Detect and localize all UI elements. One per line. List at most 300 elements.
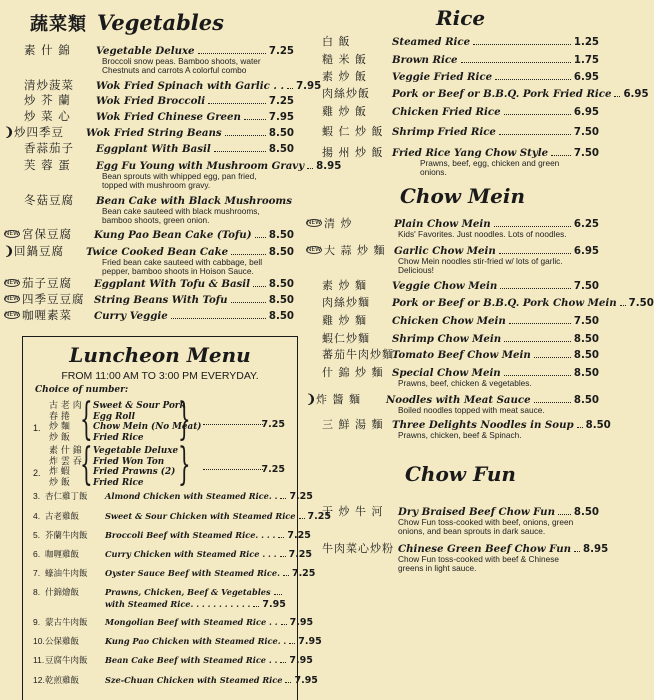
item-name-cn: 干 炒 牛 河 — [322, 505, 384, 518]
menu-item-line — [306, 215, 599, 230]
menu-item — [4, 291, 294, 306]
menu-item — [4, 226, 294, 241]
menu-item — [306, 242, 599, 275]
item-name-en: Brown Rice — [392, 54, 458, 66]
combo-cn-line: 古 老 肉 — [49, 401, 82, 411]
combo-cn-line: 炒 飯 — [49, 432, 70, 443]
leader-dots — [494, 217, 571, 227]
new-badge: NEW — [4, 295, 20, 302]
combo-en-line: Fried Prawns (2) — [93, 467, 176, 477]
leader-dots — [231, 293, 266, 303]
brace-right: } — [178, 394, 191, 445]
menu-item — [322, 68, 599, 83]
item-price: 8.50 — [268, 128, 294, 139]
leader-dots — [473, 35, 571, 45]
item-name-en: Sze-Chuan Chicken with Steamed Rice — [105, 675, 283, 685]
item-name-en: Vegetable Deluxe — [96, 45, 195, 57]
menu-item-line — [322, 68, 599, 83]
item-number: 8. — [33, 587, 41, 597]
leader-dots — [504, 332, 571, 342]
leader-dots — [577, 418, 583, 428]
combo-cn-line: 春 捲 — [49, 411, 70, 422]
menu-item-line — [322, 103, 599, 118]
item-name-cn: 揚 州 炒 飯 — [322, 146, 384, 159]
menu-item — [322, 51, 599, 66]
menu-item-line — [306, 346, 599, 361]
chow-mein-heading: Chow Mein — [400, 184, 525, 208]
leader-dots — [614, 87, 620, 97]
luncheon-title: Luncheon Menu — [69, 343, 251, 367]
brace-right: } — [178, 439, 191, 490]
item-name-cn: 茄子豆腐 — [22, 276, 72, 290]
menu-item-line — [306, 330, 599, 345]
item-name-en: String Beans With Tofu — [94, 294, 228, 306]
item-name-cn: 豆腐牛肉飯 — [45, 656, 88, 666]
item-number: 12. — [33, 675, 45, 685]
leader-dots — [198, 44, 266, 54]
luncheon-item-line2 — [33, 597, 285, 610]
item-name-en: Mongolian Beef with Steamed Rice . . — [105, 617, 278, 627]
leader-dots — [280, 547, 286, 557]
item-description: Prawns, beef, chicken & vegetables. — [398, 378, 532, 388]
item-name-en: Tomato Beef Chow Mein — [392, 349, 531, 361]
item-price: 8.50 — [268, 295, 294, 306]
item-name-en: Noodles with Meat Sauce — [386, 394, 531, 406]
leader-dots — [253, 597, 259, 607]
combo-number: 1. — [33, 423, 41, 433]
brace-left: { — [80, 394, 93, 445]
item-name-cn: 素 什 錦 — [24, 43, 71, 57]
leader-dots — [620, 296, 626, 306]
menu-item — [306, 391, 599, 415]
menu-item — [306, 330, 599, 345]
item-name-en: Egg Fu Young with Mushroom Gravy — [96, 160, 305, 172]
menu-item — [306, 416, 611, 440]
leader-dots — [500, 279, 571, 289]
leader-dots — [299, 509, 305, 519]
item-description: Bean cake sauteed with black mushrooms, bamboo shoots, green onion. — [102, 206, 260, 225]
luncheon-menu-box — [22, 336, 331, 700]
item-name-cn: 炒 芥 蘭 — [24, 93, 71, 107]
item-price: 7.50 — [628, 298, 654, 309]
item-price: 8.50 — [585, 420, 611, 431]
item-price: 8.50 — [573, 334, 599, 345]
combo-en-line: Fried Rice — [93, 477, 144, 488]
menu-item-line — [306, 277, 599, 292]
item-name-en: Pork or Beef or B.B.Q. Pork Chow Mein — [392, 297, 617, 309]
combo-cn-line: 炸 蝦 — [49, 467, 70, 477]
combo-en-list — [93, 446, 178, 488]
item-price: 7.50 — [573, 127, 599, 138]
item-price: 8.50 — [573, 350, 599, 361]
leader-dots — [534, 348, 571, 358]
item-name-cn: 雞 炒 飯 — [322, 105, 367, 118]
item-description: Prawns, chicken, beef & Spinach. — [398, 430, 522, 440]
item-price: 7.25 — [268, 46, 294, 57]
item-number: 6. — [33, 549, 41, 559]
item-price: 7.50 — [573, 148, 599, 159]
menu-item — [322, 540, 609, 573]
combo-cn-line: 炒 麵 — [49, 422, 70, 432]
luncheon-item — [33, 673, 318, 686]
item-name-en: Veggie Chow Mein — [392, 280, 498, 292]
new-badge: NEW — [4, 311, 20, 318]
combo-en-line: Vegetable Deluxe — [93, 446, 179, 456]
item-name-cn: 雞 炒 麵 — [322, 314, 367, 327]
item-description: Bean sprouts with whipped egg, pan fried, topped with mushroom gravy. — [102, 171, 257, 190]
item-price: 7.95 — [262, 599, 286, 610]
item-name-en: Veggie Fried Rice — [392, 71, 493, 83]
menu-item-line — [4, 157, 342, 172]
menu-item — [306, 312, 599, 327]
combo-cn-line: 素 什 錦 — [49, 446, 82, 456]
item-number: 3. — [33, 491, 41, 501]
menu-item — [4, 192, 294, 225]
item-price: 7.95 — [298, 636, 322, 647]
item-name-en: Wok Fried Spinach with Garlic . . — [96, 80, 285, 92]
luncheon-item — [33, 509, 331, 522]
menu-item — [4, 124, 294, 139]
leader-dots — [280, 489, 286, 499]
item-price: 7.95 — [296, 81, 322, 92]
item-name-en: Curry Veggie — [94, 310, 168, 322]
leader-dots — [504, 105, 571, 115]
combo-en-line: Sweet & Sour Pork — [93, 401, 186, 411]
item-number: 4. — [33, 511, 41, 521]
item-price: 8.50 — [573, 368, 599, 379]
item-name-en: Plain Chow Mein — [394, 218, 491, 230]
luncheon-item — [33, 634, 322, 647]
leader-dots — [499, 125, 571, 135]
item-name-cn: 冬菇豆腐 — [24, 193, 74, 207]
item-name-en: Steamed Rice — [392, 36, 471, 48]
item-name-en: Chinese Green Beef Chow Fun — [398, 543, 572, 555]
menu-item-line — [322, 85, 649, 100]
item-name-en: Shrimp Chow Mein — [392, 333, 502, 345]
menu-item — [306, 277, 599, 292]
menu-item — [306, 364, 599, 388]
leader-dots — [285, 673, 291, 683]
item-description: Prawns, beef, egg, chicken and green onions. — [420, 158, 560, 177]
item-name-en: Chicken Chow Mein — [392, 315, 506, 327]
leader-dots — [509, 314, 571, 324]
item-name-cn: 白 飯 — [322, 35, 351, 48]
menu-item-line — [306, 391, 599, 406]
item-name-cn: 古老雞飯 — [45, 512, 80, 522]
combo-price: 7.25 — [261, 464, 285, 475]
item-price: 8.50 — [268, 311, 294, 322]
item-name-en: Oyster Sauce Beef with Steamed Rice. — [105, 568, 280, 578]
luncheon-item — [33, 653, 313, 666]
combo-en-line: Fried Won Ton — [93, 456, 165, 467]
item-price: 1.75 — [573, 55, 599, 66]
item-name-cn: 蠔油牛肉飯 — [45, 569, 88, 579]
leader-dots — [281, 615, 287, 625]
menu-item — [322, 123, 599, 138]
item-price: 8.95 — [316, 161, 342, 172]
item-name-en: Twice Cooked Bean Cake — [86, 246, 229, 258]
leader-dots — [244, 110, 266, 120]
item-name-en: Almond Chicken with Steamed Rice. . — [105, 491, 278, 501]
item-price: 8.50 — [268, 230, 294, 241]
menu-item-line — [4, 275, 294, 290]
item-name-cn: 宮保豆腐 — [22, 227, 72, 241]
menu-item-line — [322, 540, 609, 555]
combo-cn-line: 炒 飯 — [49, 477, 70, 488]
item-description: Chow Fun toss-cooked with beef, onions, green onions, and bean sprouts in dark sauce. — [398, 517, 574, 536]
leader-dots — [274, 585, 282, 595]
menu-item — [4, 157, 342, 190]
menu-item — [306, 294, 654, 309]
luncheon-item — [33, 489, 313, 502]
item-number: 10. — [33, 636, 45, 646]
item-name-cn: 大 蒜 炒 麵 — [324, 244, 386, 257]
item-name-cn: 蕃茄牛肉炒麵 — [322, 348, 394, 361]
item-name-cn: 肉絲炒飯 — [322, 87, 370, 100]
item-name-en: Eggplant With Basil — [96, 143, 211, 155]
menu-item-line — [4, 140, 294, 155]
item-description: Chow Mein noodles stir-fried w/ lots of garlic. Delicious! — [398, 256, 563, 275]
item-name-cn: 素 炒 飯 — [322, 70, 367, 83]
menu-item-line — [4, 92, 294, 107]
item-name-cn: 素 炒 麵 — [322, 279, 367, 292]
item-price: 7.95 — [289, 655, 313, 666]
new-badge: NEW — [306, 219, 322, 226]
item-price: 8.50 — [268, 144, 294, 155]
item-name-cn: 芙 蓉 蛋 — [24, 158, 71, 172]
item-name-en: Bean Cake Beef with Steamed Rice . . — [105, 655, 278, 665]
menu-item — [4, 140, 294, 155]
leader-dots — [574, 542, 580, 552]
item-name-en: Garlic Chow Mein — [394, 245, 496, 257]
menu-item-line — [4, 124, 294, 139]
item-description: Boiled noodles topped with meat sauce. — [398, 405, 545, 415]
menu-item-line — [4, 192, 294, 207]
leader-dots — [534, 393, 571, 403]
item-description: Fried bean cake sauteed with cabbage, bell pepper, bamboo shoots in Hoison Sauce. — [102, 257, 263, 276]
item-price: 8.50 — [268, 247, 294, 258]
vegetables-heading — [30, 10, 224, 36]
combo-price: 7.25 — [261, 419, 285, 430]
item-price: 7.25 — [287, 530, 311, 541]
leader-dots — [231, 245, 266, 255]
leader-dots — [307, 159, 313, 169]
item-name-cn: 牛肉菜心炒粉 — [322, 542, 394, 555]
combo-en-line: Chow Mein (No Meat) — [93, 422, 202, 432]
item-name-cn: 清炒菠菜 — [24, 78, 74, 92]
item-name-cn: 蝦仁炒麵 — [322, 332, 370, 345]
leader-dots — [203, 424, 265, 425]
menu-item-line — [322, 144, 599, 159]
luncheon-item — [33, 528, 311, 541]
item-price: 8.50 — [573, 395, 599, 406]
item-price: 8.50 — [268, 279, 294, 290]
menu-item — [322, 103, 599, 118]
item-price: 7.50 — [573, 281, 599, 292]
item-price: 6.95 — [573, 72, 599, 83]
menu-item-line — [4, 307, 294, 322]
item-name-en: Curry Chicken with Steamed Rice . . . — [105, 549, 277, 559]
new-badge: NEW — [4, 279, 20, 286]
item-price: 7.25 — [288, 549, 313, 560]
menu-item — [322, 85, 649, 100]
leader-dots — [499, 244, 571, 254]
item-name-en: Three Delights Noodles in Soup — [392, 419, 574, 431]
menu-item-line — [306, 416, 611, 431]
item-price: 8.95 — [583, 544, 609, 555]
item-name-en: Broccoli Beef with Steamed Rice. . . . — [105, 530, 276, 540]
leader-dots — [255, 228, 266, 238]
spicy-icon: ❩ — [306, 392, 317, 406]
item-name-cn: 糙 米 飯 — [322, 53, 367, 66]
leader-dots — [283, 566, 289, 576]
new-badge: NEW — [306, 246, 322, 253]
rice-heading: Rice — [436, 6, 486, 30]
item-name-en: Bean Cake with Black Mushrooms — [96, 195, 292, 207]
item-name-cn: 肉絲炒麵 — [322, 296, 370, 309]
item-price: 7.25 — [307, 511, 331, 522]
menu-item-line — [322, 51, 599, 66]
item-name-en: Wok Fried String Beans — [86, 127, 222, 139]
item-name-en: Kung Pao Bean Cake (Tofu) — [94, 229, 252, 241]
item-number: 11. — [33, 655, 45, 665]
leader-dots — [214, 142, 266, 152]
leader-dots — [504, 366, 571, 376]
menu-item — [4, 275, 294, 290]
item-name-cn: 三 鮮 湯 麵 — [322, 418, 384, 431]
menu-item-line — [322, 123, 599, 138]
leader-dots — [278, 528, 284, 538]
item-name-cn: 芥蘭牛肉飯 — [45, 531, 88, 541]
item-name-cn: 乾煎雞飯 — [45, 676, 80, 686]
item-price: 1.25 — [573, 37, 599, 48]
item-name-en: Wok Fried Chinese Green — [96, 111, 241, 123]
menu-item-line — [322, 33, 599, 48]
combo-cn-list — [49, 401, 82, 443]
leader-dots — [495, 70, 571, 80]
item-name-en: Sweet & Sour Chicken with Steamed Rice — [105, 511, 296, 521]
item-name-en: Dry Braised Beef Chow Fun — [398, 506, 556, 518]
item-number: 7. — [33, 568, 41, 578]
luncheon-choice-label: Choice of number: — [35, 385, 129, 395]
menu-item — [4, 307, 294, 322]
item-name-cn: 炒 菜 心 — [24, 109, 71, 123]
menu-item — [4, 92, 294, 107]
menu-item-line — [4, 42, 294, 57]
menu-item — [4, 77, 322, 92]
item-description: Chow Fun toss-cooked with beef & Chinese greens in light sauce. — [398, 554, 559, 573]
item-name-cn: 清 炒 — [324, 217, 353, 230]
item-description: Kids' Favorites. Just noodles. Lots of noodles. — [398, 229, 567, 239]
item-name-cn: 杏仁雞丁飯 — [45, 492, 88, 502]
menu-item-line — [4, 243, 294, 258]
menu-item — [322, 33, 599, 48]
menu-item-line — [4, 291, 294, 306]
item-name-cn: 公保雞飯 — [45, 637, 80, 647]
vegetables-heading-cn: 蔬菜類 — [30, 14, 87, 35]
leader-dots — [253, 277, 266, 287]
item-name-cn: 什錦燴飯 — [45, 588, 80, 598]
combo-cn-line: 炸 雲 吞 — [49, 456, 82, 467]
luncheon-item — [33, 615, 314, 628]
leader-dots — [171, 309, 266, 319]
combo-en-line: Fried Rice — [93, 432, 144, 443]
leader-dots — [203, 469, 265, 470]
item-name-cn: 蒙古牛肉飯 — [45, 618, 88, 628]
menu-item — [4, 42, 294, 75]
menu-item — [322, 503, 599, 536]
chow-fun-heading: Chow Fun — [405, 462, 516, 486]
menu-item — [322, 144, 599, 177]
item-name-en: Prawns, Chicken, Beef & Vegetables — [105, 587, 271, 597]
leader-dots — [225, 126, 266, 136]
combo-en-line: Egg Roll — [93, 411, 135, 422]
item-price: 7.50 — [573, 316, 599, 327]
menu-item-line — [306, 242, 599, 257]
item-name-en: Fried Rice Yang Chow Style — [392, 147, 549, 159]
menu-item — [4, 108, 294, 123]
item-name-cn: 咖喱素菜 — [22, 308, 72, 322]
item-name-cn: 蝦 仁 炒 飯 — [322, 125, 384, 138]
item-name-en: Eggplant With Tofu & Basil — [94, 278, 251, 290]
leader-dots — [551, 146, 571, 156]
item-name-en: Chicken Fried Rice — [392, 106, 501, 118]
item-price: 6.25 — [573, 219, 599, 230]
leader-dots — [287, 79, 293, 89]
item-name-cn: 回鍋豆腐 — [14, 244, 64, 258]
combo-cn-list — [49, 446, 82, 488]
menu-item-line — [4, 77, 322, 92]
item-price: 7.25 — [291, 568, 316, 579]
item-name-en: Shrimp Fried Rice — [392, 126, 496, 138]
menu-item — [4, 243, 294, 276]
item-number: 9. — [33, 617, 41, 627]
leader-dots — [461, 53, 571, 63]
item-price: 6.95 — [623, 89, 649, 100]
luncheon-hours: FROM 11:00 AM TO 3:00 PM EVERYDAY. — [61, 370, 259, 382]
item-name-cn: 香蒜茄子 — [24, 141, 74, 155]
leader-dots — [289, 634, 295, 644]
luncheon-item — [33, 566, 316, 579]
new-badge: NEW — [4, 230, 20, 237]
menu-item-line — [306, 364, 599, 379]
item-price: 7.95 — [268, 112, 294, 123]
vegetables-heading-en: Vegetables — [97, 10, 224, 35]
item-price: 6.95 — [573, 107, 599, 118]
menu-item — [306, 346, 599, 361]
item-price: 7.25 — [289, 491, 313, 502]
item-name-en: with Steamed Rice. . . . . . . . . . . — [105, 599, 251, 609]
item-price: 6.95 — [573, 246, 599, 257]
item-name-cn: 什 錦 炒 麵 — [322, 366, 384, 379]
menu-item — [306, 215, 599, 239]
item-price: 8.50 — [573, 507, 599, 518]
luncheon-item — [33, 547, 313, 560]
brace-left: { — [80, 439, 93, 490]
menu-item-line — [4, 226, 294, 241]
combo-number: 2. — [33, 468, 41, 478]
item-name-cn: 四季豆豆腐 — [22, 292, 85, 306]
item-description: Broccoli snow peas. Bamboo shoots, water Chestnuts and carrots A colorful combo — [102, 56, 261, 75]
leader-dots — [280, 653, 286, 663]
item-name-cn: 炒四季豆 — [14, 125, 64, 139]
item-name-en: Pork or Beef or B.B.Q. Pork Fried Rice — [392, 88, 612, 100]
menu-item-line — [306, 312, 599, 327]
item-name-cn: 炸 醬 麵 — [316, 393, 361, 406]
spicy-icon: ❩ — [4, 125, 15, 139]
item-name-en: Kung Pao Chicken with Steamed Rice. . — [105, 636, 287, 646]
item-price: 7.25 — [268, 96, 294, 107]
